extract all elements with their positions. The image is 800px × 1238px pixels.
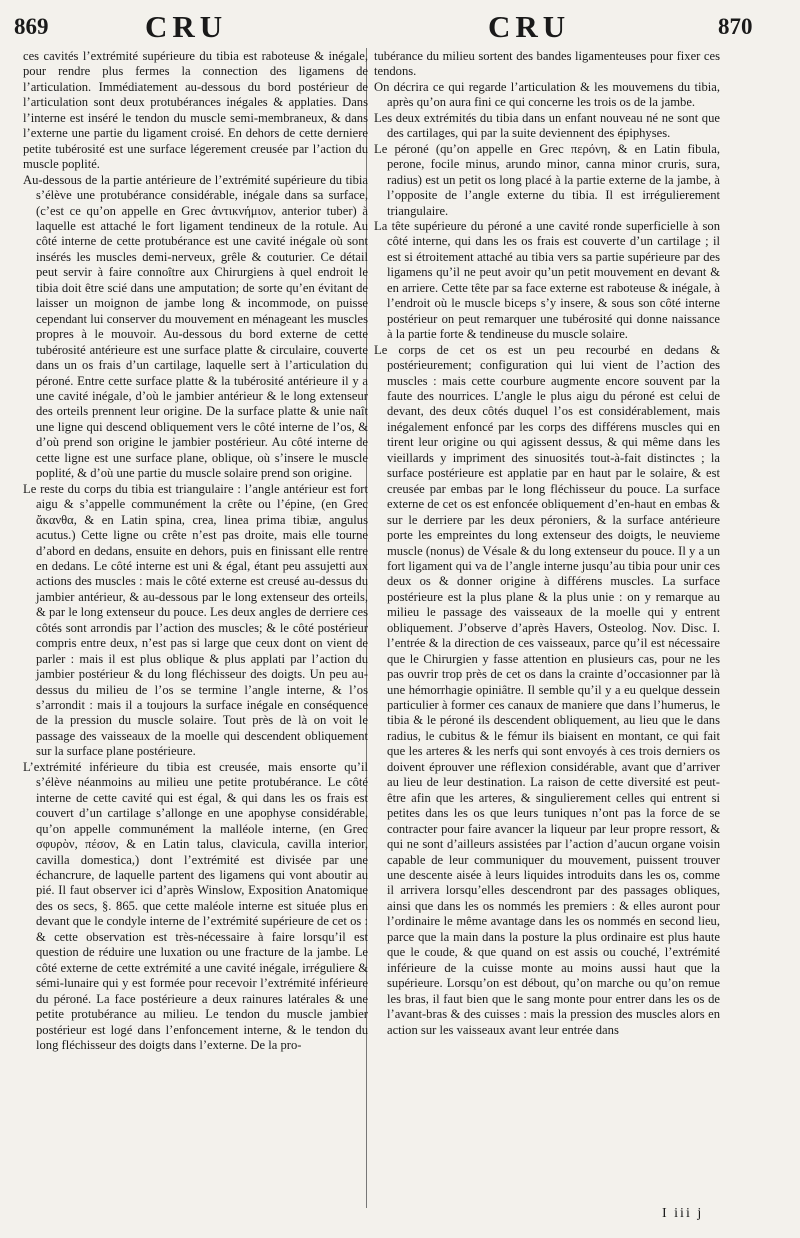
paragraph: On décrira ce qui regarde l’articulation & les mouvemens du tibia, après qu’on aura fini ce qui concerne les trois os de la jambe.: [374, 79, 720, 110]
running-head-right: CRU: [488, 9, 571, 44]
paragraph: L’extrémité inférieure du tibia est creusée, mais ensorte qu’il s’élève néanmoins au milieu une petite protubérance. Le côté interne de cette cavité qui est égal, & qui dans les os frais est couvert d’un cartilage s’allonge en une apophyse considérable, qu’on appelle communément la malléole interne, (en Grec σφυρὸν, πέσον, & en Latin talus, clavicula, cavilla interior, cavilla domestica,) dont l’extrémité est divisée par une échancrure, de laquelle partent des ligamens qui vont aboutir au pié. Il faut observer ici d’après Winslow, Exposition Anatomique des os secs, §. 865. que cette maléole interne est située plus en devant que le condyle interne de l’extrémité supérieure de cet os : & cette observation est très-nécessaire à faire lorsqu’il est question de réduire une luxation ou une fracture de la jambe. Le côté externe de cette extrémité a une cavité inégale, irréguliere & sémi-lunaire qui y est formée pour recevoir l’extrémité inférieure du péroné. La face postérieure a deux rainures latérales & une petite protubérance au milieu. Le tendon du muscle jambier postérieur est logé dans l’enfoncement interne, & le tendon du long fléchisseur des doigts dans l’externe. De la pro-: [23, 759, 368, 1052]
signature-mark: I iii j: [662, 1206, 704, 1221]
page-number-right: 870: [718, 14, 753, 39]
paragraph: tubérance du milieu sortent des bandes ligamenteuses pour fixer ces tendons.: [374, 49, 720, 79]
paragraph: Le péroné (qu’on appelle en Grec περόνη, & en Latin fibula, perone, focile minus, arundo minor, canna minor cruris, sura, radius) est un petit os long placé à la partie externe de la jambe, à l’opposite de l’angle externe du tibia. Il est irrégulierement triangulaire.: [374, 141, 720, 218]
paragraph: Le reste du corps du tibia est triangulaire : l’angle antérieur est fort aigu & s’appelle communément la crête ou l’épine, (en Grec ἄκανθα, & en Latin spina, crea, linea prima tibiæ, angulus acutus.) Cette ligne ou crête n’est pas droite, mais elle tourne d’abord en dedans, ensuite en dehors, puis en finissant elle rentre en dedans. Le côté interne est uni & égal, étant peu assujetti aux actions des muscles : mais le côté externe est creusé au-dessus du jambier antérieur, & au-dessous par le long extenseur des orteils, & par le long extenseur du pouce. Les deux angles de derriere ces côtés sont arrondis par l’action des muscles; & le côté postérieur compris entre deux, n’est pas si large que ceux dont on vient de parler : mais il est plus oblique & plus applati par l’action du jambier postérieur & du long fléchisseur des doigts. Un peu au-dessus du milieu de l’os se termine l’angle interne, & l’os s’arrondit : mais il a toujours la surface inégale en conséquence de la pression du muscle solaire. Tout près de là on voit le passage des vaisseaux de la moelle qui descendent obliquement sur la surface plane postérieure.: [23, 481, 368, 759]
running-head-left: CRU: [145, 9, 228, 44]
paragraph: ces cavités l’extrémité supérieure du tibia est raboteuse & inégale, pour rendre plus fermes la connection des ligamens de l’articulation. Immédiatement au-dessous du bord postérieur de l’articulation sont deux protubérances inégales & applaties. Dans l’interne est inséré le tendon du muscle semi-membraneux, & dans l’externe une partie du ligament croisé. En dehors de cette derniere petite tubérosité est une surface légerement creusée par l’action du muscle poplité.: [23, 49, 368, 172]
paragraph: La tête supérieure du péroné a une cavité ronde superficielle à son côté interne, qui dans les os frais est couverte d’un cartilage ; il est si étroitement attaché au tibia vers sa partie supérieure par des ligamens qu’il ne peut avoir qu’un petit mouvement en devant & en arriere. Cette tête par sa face externe est raboteuse & inégale, à l’endroit où le muscle biceps s’y insere, & sous son côté interne postérieur on peut remarquer une tubérosité qui donne naissance à la partie forte & tendineuse du muscle solaire.: [374, 218, 720, 342]
right-column: [374, 49, 720, 1038]
paragraph: Au-dessous de la partie antérieure de l’extrémité supérieure du tibia s’élève une protubérance considérable, inégale dans sa surface, (c’est ce qu’on appelle en Grec ἀντικνήμιον, anterior tuber) à laquelle est attaché le fort ligament tendineux de la rotule. Au côté interne de cette protubérance est une cavité inégale où sont insérés les muscles demi-nerveux, grêle & couturier. Ce détail peut servir à faire connoître aux Chirurgiens à quel endroit le tibia doit être scié dans une amputation; de sorte qu’en évitant de laisser un moignon de jambe long & incommode, on puisse cependant lui conserver du mouvement en ménageant les muscles propres à le mouvoir. Au-dessous du bord externe de cette tubérosité antérieure est une surface platte & circulaire, couverte dans un os frais d’un cartilage, laquelle sert à l’articulation du péroné. Entre cette surface platte & la tubérosité antérieure il y a une cavité inégale, d’où le jambier antérieur & le long extenseur des orteils prennent leur origine. De la surface platte & unie naît une ligne qui descend obliquement vers le côté interne de l’os, & d’où prend son origine le jambier postérieur. Au côté interne de cette ligne est une surface plane, oblique, où s’insere le muscle poplité, & d’où une partie du muscle solaire prend son origine.: [23, 172, 368, 481]
paragraph: Le corps de cet os est un peu recourbé en dedans & postérieurement; configuration qui lui vient de l’action des muscles : mais cette courbure augmente encore souvent par la faute des nourrices. L’angle le plus aigu du péroné est celui de devant, des deux côtés duquel l’os est considérablement, mais inégalement enfoncé par les corps des différens muscles qui en tirent leur origine ou qui agissent dessus, & qui même dans les vieillards y impriment des sinuosités tout-à-fait distinctes ; la surface postérieure est applatie par en haut par le solaire, & est creusée par embas par le long fléchisseur du pouce. La surface externe de cet os est enfoncée obliquement d’en-haut en embas & sur le derriere par les deux péroniers, & la surface antérieure porte les empreintes du long extenseur des doigts, le neuvieme muscle (nonus) de Vésale & du long extenseur du pouce. Il y a un fort ligament qui va de l’angle interne jusqu’au tibia pour unir ces deux os & donner origine à différens muscles. La surface postérieure est la plus plane & la plus unie : on y remarque au milieu le passage des vaisseaux de la moelle qui y entrent obliquement. J’observe d’après Havers, Osteolog. Nov. Disc. I. l’entrée & la direction de ces vaisseaux, parce qu’il est nécessaire que le Chirurgien y fasse attention en plusieurs cas, pour ne les pas ouvrir trop près de cet os dans la crainte d’occasionner par là une hémorrhagie opiniâtre. Il semble qu’il y a eu quelque dessein particulier à former ces canaux de maniere que dans l’humerus, le tibia & le péroné ils descendent obliquement, au lieu que le dans radius, le cubitus & le fémur ils biaisent en montant, ce qui fait que les arteres & les nerfs qui sont envoyés à ces trois derniers os doivent éprouver une réflexion considérable, avant que d’arriver au lieu de leur destination. La raison de cette diversité est peut-être afin que les arteres, & singulierement celles qui entrent si petites dans les os que leurs tuniques n’ont pas la force de se contracter pour faire avancer la liqueur par leur propre ressort, & qui ne sont d’ailleurs assistées par l’action d’aucun organe voisin capable de leur communiquer du mouvement, puissent trouver une descente aisée à leurs liquides introduits dans les os, comme il arrivera lorsqu’elles descendront par des passages obliques, ainsi que dans les os nommés les premiers : & elles auront pour l’ordinaire le même avantage dans les os nommés en second lieu, parce que la main dans la posture la plus ordinaire est plus haute que le coude, & que quand on est assis ou couché, l’extrémité inférieure de la cuisse monte au moins aussi haut que la supérieure. Lorsqu’on est débout, qu’on marche ou qu’on remue les bras, il faut bien que le sang monte pour entrer dans les os de l’avant-bras & des cuisses : mais la pression des muscles alors en action sur les vaisseaux avant leur entrée dans: [374, 342, 720, 1037]
left-column: [23, 49, 368, 1053]
page-number-left: 869: [14, 14, 49, 39]
paragraph: Les deux extrémités du tibia dans un enfant nouveau né ne sont que des cartilages, qui par la suite deviennent des épiphyses.: [374, 110, 720, 141]
